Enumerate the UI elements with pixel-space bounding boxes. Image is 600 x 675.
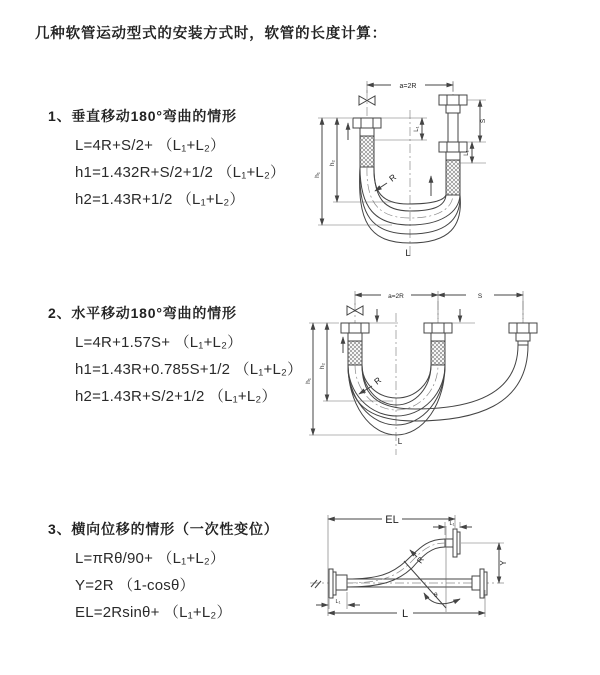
l1-top-label: L₁ bbox=[449, 521, 455, 527]
dim-s-and-l1-right bbox=[460, 100, 487, 163]
theta-label: θ bbox=[434, 592, 438, 599]
braided-hose-section bbox=[446, 160, 460, 195]
dim-span-a2r bbox=[367, 81, 453, 93]
y-label: Y bbox=[499, 560, 508, 566]
dim-fitting-left bbox=[316, 592, 360, 609]
section3-formula-L: L=πRθ/90+ （L₁+L₂） bbox=[75, 550, 226, 567]
left-pipe-fitting bbox=[353, 118, 381, 167]
radius-callout bbox=[375, 172, 398, 191]
ghost-straight-pipe bbox=[347, 569, 487, 598]
section3-formula-Y: Y=2R （1-cosθ） bbox=[75, 577, 195, 594]
diagram-vertical-180-bend bbox=[312, 70, 547, 265]
s-label: S bbox=[480, 118, 487, 124]
span-label: a=2R bbox=[399, 83, 417, 90]
section1-formula-h1: h1=1.432R+S/2+1/2 （L₁+L₂） bbox=[75, 164, 286, 181]
radius-callout bbox=[359, 375, 383, 394]
radius-label: R bbox=[387, 171, 399, 184]
radius-label: R bbox=[415, 555, 426, 566]
dim-heights bbox=[314, 118, 392, 225]
s-curve-hose bbox=[347, 539, 445, 587]
page-title: 几种软管运动型式的安装方式时，软管的长度计算： bbox=[35, 26, 387, 42]
dim-fitting-left bbox=[374, 118, 427, 140]
section2-heading: 2、水平移动180°弯曲的情形 bbox=[48, 305, 237, 321]
section1-formula-L: L=4R+S/2+ （L₁+L₂） bbox=[75, 137, 226, 154]
braided-hose-section bbox=[360, 136, 374, 167]
section3-heading: 3、横向位移的情形（一次性变位） bbox=[48, 521, 279, 537]
section1-heading: 1、垂直移动180°弯曲的情形 bbox=[48, 108, 237, 124]
section2-formula-h2: h2=1.43R+S/2+1/2 （L₁+L₂） bbox=[75, 388, 277, 405]
left-flange bbox=[329, 569, 347, 598]
right-pipe-fitting bbox=[439, 95, 467, 195]
l1-left-label: L₁ bbox=[414, 126, 420, 132]
s-label: S bbox=[477, 293, 483, 300]
right-pipe-fitting bbox=[509, 323, 537, 345]
l1-left-label: L₁ bbox=[335, 599, 341, 605]
el-label: EL bbox=[385, 514, 399, 526]
h1-label: h₁ bbox=[305, 378, 312, 384]
upper-right-flange bbox=[445, 529, 460, 557]
diagram-lateral-displacement bbox=[300, 498, 595, 653]
middle-pipe-fitting bbox=[424, 323, 452, 365]
braided-hose-section bbox=[348, 341, 362, 365]
diagram-horizontal-180-bend bbox=[303, 283, 568, 478]
l1-right-label: L₁ bbox=[464, 150, 470, 156]
length-label: L bbox=[405, 248, 411, 259]
length-label: L bbox=[401, 608, 409, 620]
braided-hose-section bbox=[431, 341, 445, 365]
centerlines bbox=[367, 82, 453, 258]
left-pipe-fitting bbox=[341, 323, 369, 365]
dim-span-and-s bbox=[355, 291, 523, 319]
section2-formula-h1: h1=1.43R+0.785S+1/2 （L₁+L₂） bbox=[75, 361, 303, 378]
dim-heights bbox=[305, 323, 475, 435]
h2-label: h₂ bbox=[319, 362, 326, 370]
section1-formula-h2: h2=1.43R+1/2 （L₁+L₂） bbox=[75, 191, 245, 208]
span-label: a=2R bbox=[388, 293, 404, 300]
section2-formula-L: L=4R+1.57S+ （L₁+L₂） bbox=[75, 334, 243, 351]
radius-label: R bbox=[372, 374, 384, 387]
section3-formula-EL: EL=2Rsinθ+ （L₁+L₂） bbox=[75, 604, 232, 621]
h2-label: h₂ bbox=[329, 159, 336, 167]
length-label: L bbox=[397, 437, 403, 446]
h1-label: h₁ bbox=[314, 172, 321, 178]
